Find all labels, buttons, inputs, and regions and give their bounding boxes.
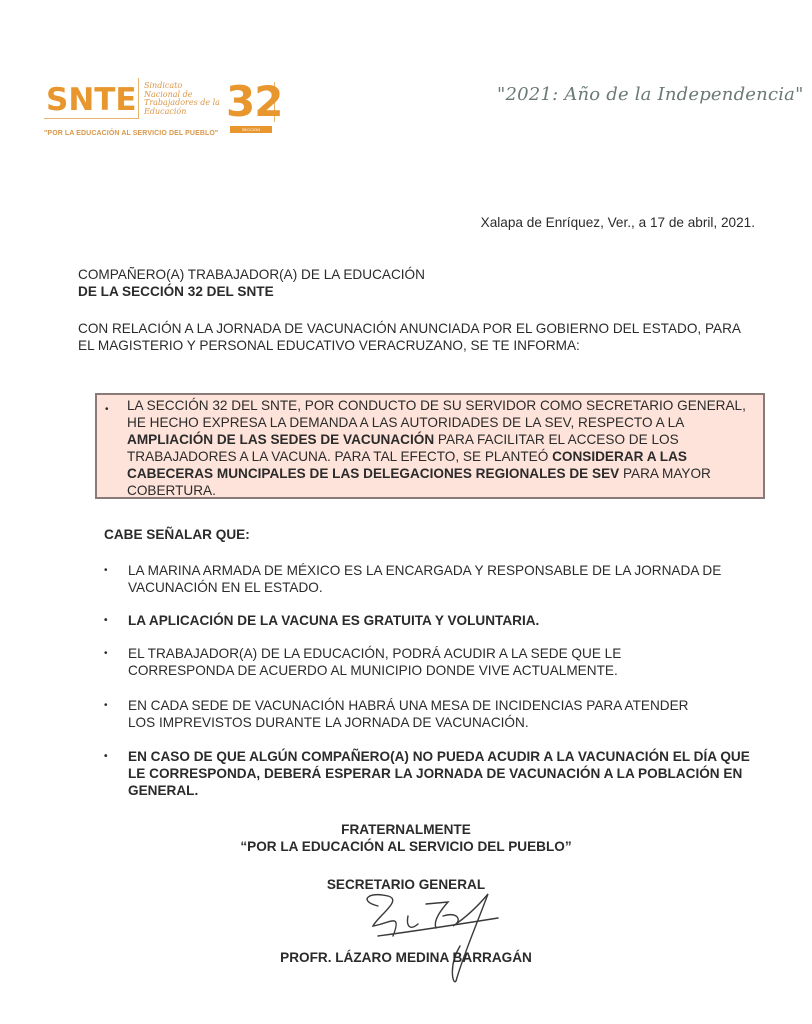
intro-paragraph: CON RELACIÓN A LA JORNADA DE VACUNACIÓN ANUNCIADA POR EL GOBIERNO DEL ESTADO, PARA EL MAGISTERIO Y PERSONAL EDUCATIVO VERACRUZANO, SE TE INFORMA: xyxy=(78,321,741,353)
logo-acronym: SNTE xyxy=(46,82,137,118)
section-label: SECCIÓN xyxy=(230,126,272,133)
year-motto: "2021: Año de la Independencia" xyxy=(497,84,804,105)
logo-motto: "POR LA EDUCACIÓN AL SERVICIO DEL PUEBLO" xyxy=(44,130,219,137)
list-item-text: EL TRABAJADOR(A) DE LA EDUCACIÓN, PODRÁ ACUDIR A LA SEDE QUE LE CORRESPONDA DE ACUERDO AL MUNICIPIO DONDE VIVE ACTUALMENTE. xyxy=(128,646,622,678)
logo-name-line: Sindicato xyxy=(144,81,183,90)
logo-name-line: Trabajadores de la xyxy=(144,98,220,107)
highlight-text-part: PARA FACILITAR EL ACCESO DE LOS TRABAJADORES A LA VACUNA. PARA TAL EFECTO, SE PLANTEÓ xyxy=(127,432,679,464)
cabe-heading: CABE SEÑALAR QUE: xyxy=(104,527,250,542)
addressee-line-2: DE LA SECCIÓN 32 DEL SNTE xyxy=(78,284,274,299)
signer-name: PROFR. LÁZARO MEDINA BARRAGÁN xyxy=(280,950,532,965)
logo-name-line: Educación xyxy=(144,106,187,116)
bullet-icon: • xyxy=(105,404,109,415)
bullet-icon: • xyxy=(104,615,108,626)
highlight-text-part: LA SECCIÓN 32 DEL SNTE, POR CONDUCTO DE SU SERVIDOR COMO SECRETARIO GENERAL, HE HECHO EXPRESA LA DEMANDA A LAS AUTORIDADES DE LA SEV, RESPECTO A LA xyxy=(127,398,746,430)
section-number: 32 xyxy=(226,77,283,126)
signature-icon xyxy=(348,886,528,996)
closing-motto: “POR LA EDUCACIÓN AL SERVICIO DEL PUEBLO” xyxy=(240,839,572,854)
date-line: Xalapa de Enríquez, Ver., a 17 de abril, 2021. xyxy=(480,215,755,230)
highlight-box xyxy=(95,393,765,499)
list-item-text: EN CASO DE QUE ALGÚN COMPAÑERO(A) NO PUEDA ACUDIR A LA VACUNACIÓN EL DÍA QUE LE CORRESPONDA, DEBERÁ ESPERAR LA JORNADA DE VACUNACIÓN A LA POBLACIÓN EN GENERAL. xyxy=(128,749,750,798)
closing-salutation: FRATERNALMENTE xyxy=(341,822,471,837)
signer-title: SECRETARIO GENERAL xyxy=(326,877,486,892)
addressee xyxy=(78,266,425,300)
snte-logo xyxy=(44,78,284,148)
logo-name-line: Nacional de xyxy=(144,89,193,99)
bullet-icon: • xyxy=(104,751,108,762)
logo-union-name xyxy=(144,82,224,116)
list-item-text: EN CADA SEDE DE VACUNACIÓN HABRÁ UNA MESA DE INCIDENCIAS PARA ATENDER LOS IMPREVISTOS DURANTE LA JORNADA DE VACUNACIÓN. xyxy=(128,698,689,730)
highlight-bold-part: AMPLIACIÓN DE LAS SEDES DE VACUNACIÓN xyxy=(127,432,435,447)
highlight-text-part: PARA MAYOR COBERTURA. xyxy=(127,466,711,498)
highlight-bold-part: CONSIDERAR A LAS CABECERAS MUNCIPALES DE LAS DELEGACIONES REGIONALES DE SEV xyxy=(127,449,687,481)
list-item-text: LA APLICACIÓN DE LA VACUNA ES GRATUITA Y VOLUNTARIA. xyxy=(128,613,540,628)
bullet-icon: • xyxy=(104,700,108,711)
highlight-text xyxy=(127,397,757,499)
bullet-icon: • xyxy=(104,648,108,659)
bullet-icon: • xyxy=(104,565,108,576)
list-item-text: LA MARINA ARMADA DE MÉXICO ES LA ENCARGADA Y RESPONSABLE DE LA JORNADA DE VACUNACIÓN EN EL ESTADO. xyxy=(128,563,722,595)
addressee-line-1: COMPAÑERO(A) TRABAJADOR(A) DE LA EDUCACIÓN xyxy=(78,267,425,282)
